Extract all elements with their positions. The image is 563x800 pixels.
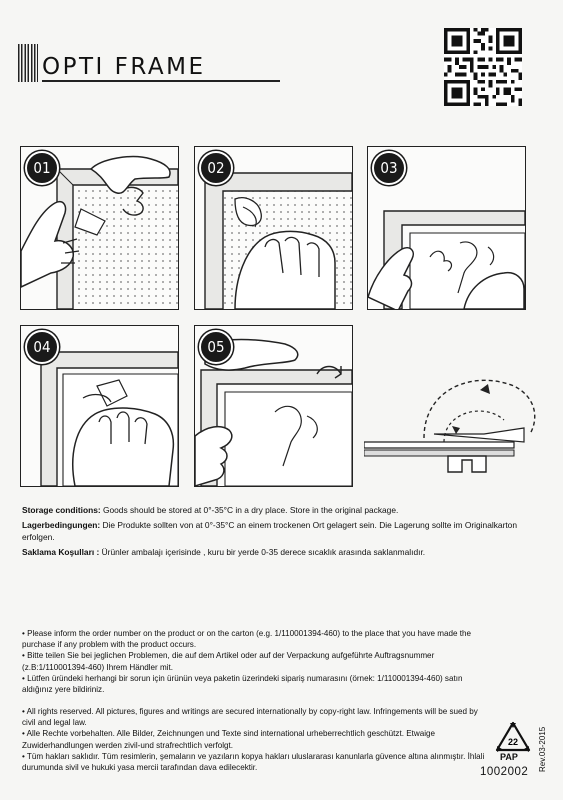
step-05-panel <box>194 325 353 487</box>
order-info-en: • Please inform the order number on the product or on the carton (e.g. 1/110001394-460) to the place that you have made the purchase if any problem with the product occurs. <box>22 629 472 650</box>
order-number-notice <box>22 628 492 695</box>
product-code: 1002002 <box>480 766 529 778</box>
storage-en-text: Goods should be stored at 0°-35°C in a dry place. Store in the original package. <box>100 505 399 515</box>
storage-de <box>22 520 537 543</box>
step-number: 02 <box>199 151 233 185</box>
legal-de: • Alle Rechte vorbehalten. Alle Bilder, Zeichnungen und Texte sind international urheberrechtlich geschützt. Etwaige Zuwiderhandlungen werden zivil-und strafrechtlich verfolgt. <box>22 729 436 750</box>
storage-tr-label: Saklama Koşulları : <box>22 547 100 558</box>
logo-bars-icon <box>18 44 38 82</box>
storage-de-label: Lagerbedingungen: <box>22 520 101 531</box>
step-number: 04 <box>25 330 59 364</box>
recycle-label: PAP <box>500 752 518 762</box>
brand-name: OPTI FRAME <box>42 54 206 80</box>
legal-tr: • Tüm hakları saklıdır. Tüm resimlerin, şemaların ve yazıların kopya hakları uluslararası kanunlarla güvence altına alınmıştır. İhlali durumunda sivil ve hukuki yasa mercii tarafından dava edilecektir. <box>22 751 485 773</box>
step-01-panel <box>20 146 179 310</box>
legal-en: • All rights reserved. All pictures, figures and writings are secured internationally by copy-right law. Infringements will be sued by civil and legal law. <box>22 707 478 728</box>
step-number: 05 <box>199 330 233 364</box>
storage-tr <box>22 547 537 558</box>
clip-rotation-diagram <box>364 368 540 484</box>
step-04-panel <box>20 325 179 487</box>
storage-en-label: Storage conditions: <box>22 505 101 515</box>
storage-de-text: Die Produkte sollten von at 0°-35°C an einem trockenen Ort gelagert sein. Die Lagerung sollte im Originalkarton erfolgen. <box>22 520 517 542</box>
logo-underline <box>42 80 280 82</box>
step-03-panel <box>367 146 526 310</box>
storage-en <box>22 505 537 516</box>
qr-code-icon <box>444 28 522 106</box>
clip-rotate-arrow-icon <box>364 368 540 484</box>
copyright-notice <box>22 706 492 773</box>
step-02-panel <box>194 146 353 310</box>
step-number: 03 <box>372 151 406 185</box>
revision-code: Rev.03-2015 <box>538 726 547 772</box>
order-info-de: • Bitte teilen Sie bei jeglichen Problemen, die auf dem Artikel oder auf der Verpackung aufgeführte Auftragsnummer (z.B:1/110001394-460) Ihrem Händler mit. <box>22 651 435 672</box>
storage-tr-text: Ürünler ambalajı içerisinde , kuru bir yerde 0-35 derece sıcaklık arasında saklanmalıdır. <box>99 547 426 558</box>
brand-logo <box>18 40 280 86</box>
recycle-number: 22 <box>507 737 519 747</box>
storage-conditions <box>22 505 537 563</box>
step-number: 01 <box>25 151 59 185</box>
order-info-tr: • Lütfen üründeki herhangi bir sorun için ürünün veya paketin üzerindeki sipariş numarasını (örnek: 1/110001394-460) satın aldığınız yere bildiriniz. <box>22 673 463 695</box>
